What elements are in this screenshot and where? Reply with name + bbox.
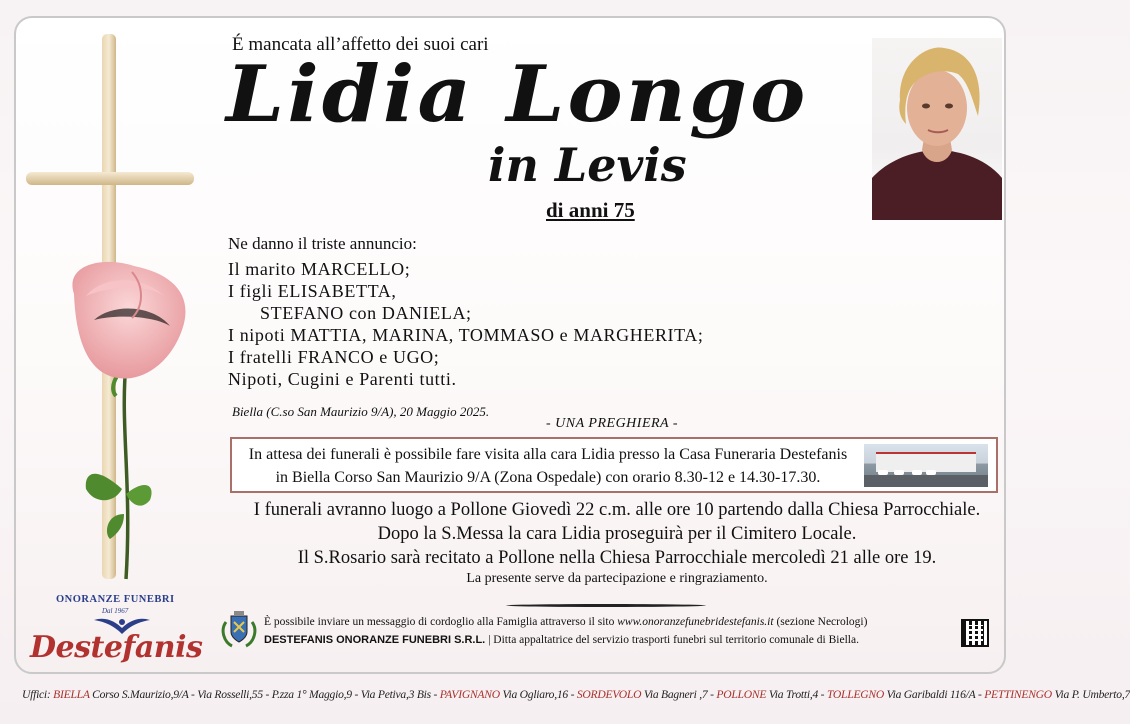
company-desc: | Ditta appaltatrice del servizio trasporti funebri sul territorio comunale di Biella. <box>485 634 859 646</box>
website-link[interactable]: www.onoranzefunebridestefanis.it <box>617 616 774 628</box>
family-line: Il marito MARCELLO; <box>228 259 411 279</box>
family-line: Nipoti, Cugini e Parenti tutti. <box>228 369 457 389</box>
office-town: PETTINENGO <box>984 688 1052 701</box>
visit-text <box>238 443 858 489</box>
office-town: BIELLA <box>53 688 90 701</box>
married-name: in Levis <box>488 138 687 192</box>
family-line: I figli ELISABETTA, <box>228 281 397 301</box>
office-address: Via Garibaldi 116/A - <box>884 688 985 701</box>
intro-text: É mancata all’affetto dei suoi cari <box>232 34 489 55</box>
deceased-name: Lidia Longo <box>226 49 809 140</box>
logo-since: Dal 1967 <box>102 607 129 615</box>
condolence-note <box>264 616 867 628</box>
divider <box>506 604 706 607</box>
company-line <box>264 634 859 646</box>
funeral-line: I funerali avranno luogo a Pollone Giovedì 22 c.m. alle ore 10 partendo dalla Chiesa Parrocchiale. <box>253 500 981 520</box>
prayer-label: - UNA PREGHIERA - <box>546 416 679 431</box>
offices-label: Uffici: <box>22 688 54 701</box>
cross-rose-image <box>24 34 198 594</box>
funeral-line: Dopo la S.Messa la cara Lidia proseguirà per il Cimitero Locale. <box>377 524 857 544</box>
office-address: Via P. Umberto,7 <box>1051 688 1130 701</box>
municipal-crest-icon <box>220 608 258 648</box>
office-town: TOLLEGNO <box>826 688 885 701</box>
visit-line: In attesa dei funerali è possibile fare visita alla cara Lidia presso la Casa Funeraria Destefanis <box>248 446 848 463</box>
office-address: Corso S.Maurizio,9/A - Via Rosselli,55 - P.zza 1° Maggio,9 - Via Petiva,3 Bis - <box>89 688 440 701</box>
qr-code-icon <box>961 619 989 647</box>
portrait-photo <box>872 38 1002 220</box>
office-address: Via Ogliaro,16 - <box>499 688 577 701</box>
family-line: I nipoti MATTIA, MARINA, TOMMASO e MARGHERITA; <box>228 325 704 345</box>
family-line: STEFANO con DANIELA; <box>260 303 472 323</box>
funeral-details <box>226 498 1008 570</box>
destefanis-logo <box>30 592 203 668</box>
office-town: PAVIGNANO <box>439 688 500 701</box>
office-address: Via Trotti,4 - <box>766 688 827 701</box>
logo-name: Destefanis <box>30 630 203 665</box>
company-name: DESTEFANIS ONORANZE FUNEBRI S.R.L. <box>264 634 486 646</box>
participation-text: La presente serve da partecipazione e ringraziamento. <box>466 571 768 586</box>
dateline: Biella (C.so San Maurizio 9/A), 20 Maggio 2025. <box>232 404 490 419</box>
funeral-line: Il S.Rosario sarà recitato a Pollone nella Chiesa Parrocchiale mercoledì 21 alle ore 19. <box>297 548 937 568</box>
visit-info-box <box>230 437 998 493</box>
office-address: Via Bagneri ,7 - <box>641 688 717 701</box>
condolence-suffix: (sezione Necrologi) <box>773 616 868 628</box>
offices-line <box>22 688 1130 701</box>
age-text: di anni 75 <box>546 198 635 222</box>
office-town: SORDEVOLO <box>576 688 642 701</box>
visit-line: in Biella Corso San Maurizio 9/A (Zona Ospedale) con orario 8.30-12 e 14.30-17.30. <box>275 469 821 486</box>
condolence-prefix: È possibile inviare un messaggio di cordoglio alla Famiglia attraverso il sito <box>264 616 618 628</box>
announce-text: Ne danno il triste annuncio: <box>228 234 417 253</box>
office-town: POLLONE <box>716 688 767 701</box>
family-line: I fratelli FRANCO e UGO; <box>228 347 440 367</box>
building-photo <box>864 444 988 487</box>
family-list <box>228 258 704 390</box>
logo-top-text: ONORANZE FUNEBRI <box>56 594 175 605</box>
